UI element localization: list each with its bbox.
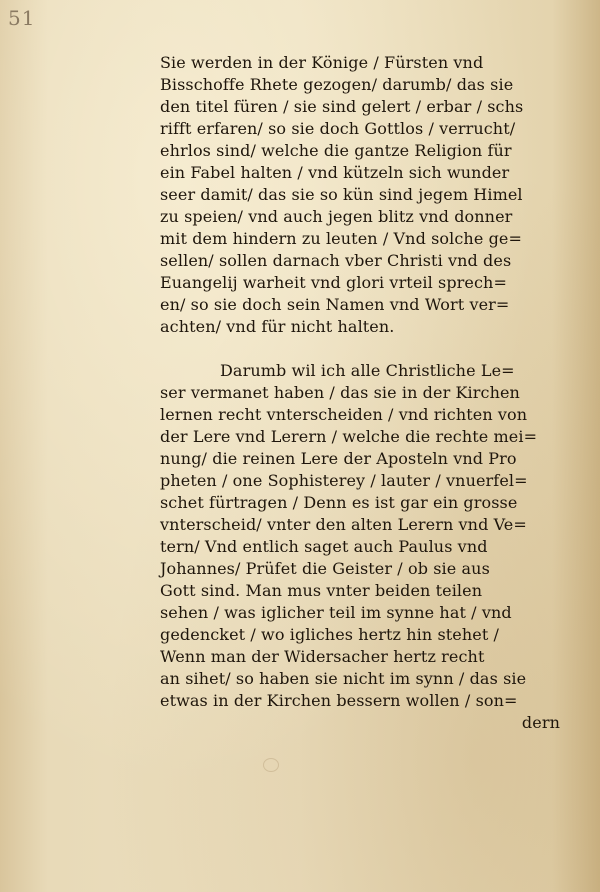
text-line: Euangelij warheit vnd glori vrteil sprech= <box>160 273 507 292</box>
text-line: Bisschoffe Rhete gezogen/ darumb/ das sie <box>160 75 514 94</box>
text-line: rifft erfaren/ so sie doch Gottlos / verrucht/ <box>160 119 516 138</box>
text-line: ehrlos sind/ welche die gantze Religion für <box>160 141 512 160</box>
text-line: nung/ die reinen Lere der Aposteln vnd Pro <box>160 449 517 468</box>
text-line: pheten / one Sophisterey / lauter / vnuerfel= <box>160 471 528 490</box>
text-line: sellen/ sollen darnach vber Christi vnd des <box>160 251 512 270</box>
text-line: sehen / was iglicher teil im synne hat / vnd <box>160 603 512 622</box>
text-line: zu speien/ vnd auch jegen blitz vnd donner <box>160 207 513 226</box>
text-line: an sihet/ so haben sie nicht im synn / das sie <box>160 669 527 688</box>
text-line: ser vermanet haben / das sie in der Kirchen <box>160 383 520 402</box>
text-line: schet fürtragen / Denn es ist gar ein grosse <box>160 493 518 512</box>
text-line: Johannes/ Prüfet die Geister / ob sie aus <box>160 559 490 578</box>
paper-stain <box>263 758 279 772</box>
text-line: tern/ Vnd entlich saget auch Paulus vnd <box>160 537 488 556</box>
text-line: Sie werden in der Könige / Fürsten vnd <box>160 53 484 72</box>
text-line: Gott sind. Man mus vnter beiden teilen <box>160 581 483 600</box>
text-line: achten/ vnd für nicht halten. <box>160 317 395 336</box>
text-line: etwas in der Kirchen bessern wollen / son= <box>160 691 518 710</box>
text-line: Wenn man der Widersacher hertz recht <box>160 647 485 666</box>
paragraph-2 <box>160 360 580 712</box>
text-line: lernen recht vnterscheiden / vnd richten von <box>160 405 528 424</box>
text-line: den titel füren / sie sind gelert / erbar / schs <box>160 97 524 116</box>
text-block <box>160 52 580 734</box>
text-line: seer damit/ das sie so kün sind jegem Himel <box>160 185 523 204</box>
paragraph-1 <box>160 52 580 338</box>
text-line: vnterscheid/ vnter den alten Lerern vnd Ve= <box>160 515 527 534</box>
text-line: mit dem hindern zu leuten / Vnd solche ge= <box>160 229 523 248</box>
text-line: gedencket / wo igliches hertz hin stehet / <box>160 625 500 644</box>
text-line: en/ so sie doch sein Namen vnd Wort ver= <box>160 295 510 314</box>
text-line: der Lere vnd Lerern / welche die rechte mei= <box>160 427 538 446</box>
text-line: Darumb wil ich alle Christliche Le= <box>220 361 515 380</box>
catchword: dern <box>521 713 560 732</box>
page-number: 51 <box>8 6 36 30</box>
text-line: ein Fabel halten / vnd kützeln sich wunder <box>160 163 510 182</box>
